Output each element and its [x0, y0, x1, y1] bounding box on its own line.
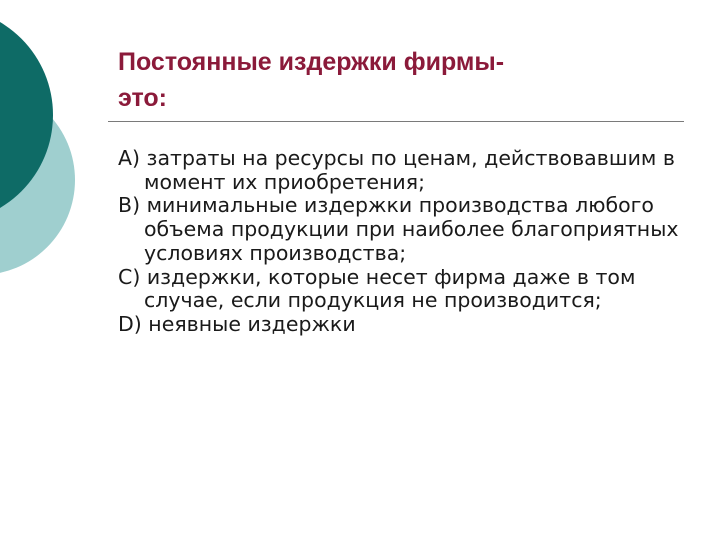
option-d: D) неявные издержки	[118, 311, 356, 336]
slide-title-line-1: Постоянные издержки фирмы-	[118, 48, 505, 76]
option-b: В) минимальные издержки производства любого объема продукции при наиболее благоприятных условиях производства;	[118, 193, 679, 265]
slide-title	[118, 44, 678, 116]
option-c: С) издержки, которые несет фирма даже в том случае, если продукция не производится;	[118, 264, 636, 313]
option-a: А) затраты на ресурсы по ценам, действовавшим в момент их приобретения;	[118, 146, 675, 194]
slide-title-line-2: это:	[118, 84, 167, 112]
answer-options-list	[118, 147, 690, 337]
decorative-circles	[0, 0, 110, 300]
title-divider	[108, 121, 684, 122]
